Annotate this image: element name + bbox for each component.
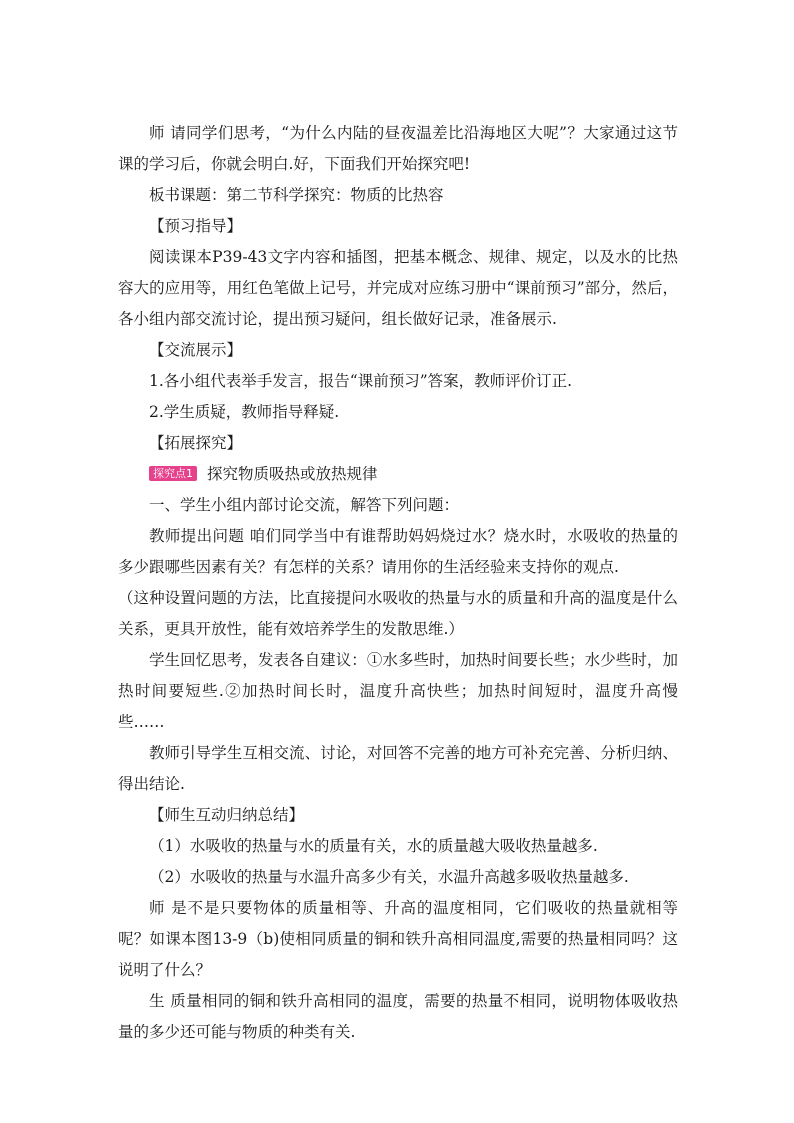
paragraph-preview-instructions: 阅读课本P39-43文字内容和插图，把基本概念、规律、规定，以及水的比热容大的应用等，用红色笔做上记号，并完成对应练习册中“课前预习”部分，然后，各小组内部交流讨论，提出预习疑问，组长做好记录，准备展示. [118, 248, 678, 328]
paragraph-lesson-title: 板书课题：第二节科学探究：物质的比热容 [149, 186, 444, 204]
paragraph-student-answers: 学生回忆思考，发表各自建议：①水多些时，加热时间要长些；水少些时，加热时间要短些.②加热时间长时，温度升高快些；加热时间短时，温度升高慢些…… [118, 651, 678, 731]
paragraph-teacher-followup: 师 是不是只要物体的质量相等、升高的温度相同，它们吸收的热量就相等呢？如课本图13-9（b)使相同质量的铜和铁升高相同温度,需要的热量相同吗？这说明了什么？ [118, 899, 678, 979]
summary-item-1: （1）水吸收的热量与水的质量有关，水的质量越大吸收热量越多. [149, 837, 598, 855]
summary-item-2: （2）水吸收的热量与水温升高多少有关，水温升高越多吸收热量越多. [149, 868, 629, 886]
explore-point-row [118, 459, 678, 490]
explore-point-badge: 探究点1 [149, 466, 197, 481]
paragraph-teacher-guidance: 教师引导学生互相交流、讨论，对回答不完善的地方可补充完善、分析归纳、得出结论. [118, 744, 678, 793]
paragraph-student-conclusion: 生 质量相同的铜和铁升高相同的温度，需要的热量不相同，说明物体吸收热量的多少还可能与物质的种类有关. [118, 992, 678, 1041]
heading-summary: 【师生互动归纳总结】 [149, 806, 305, 824]
heading-preview-guide: 【预习指导】 [149, 217, 243, 235]
heading-exchange-display: 【交流展示】 [149, 341, 243, 359]
paragraph-teacher-question: 教师提出问题 咱们同学当中有谁帮助妈妈烧过水？烧水时，水吸收的热量的多少跟哪些因素有关？有怎样的关系？请用你的生活经验来支持你的观点. [118, 527, 678, 576]
explore-point-title: 探究物质吸热或放热规律 [207, 465, 378, 483]
paragraph-intro-question: 师 请同学们思考，“为什么内陆的昼夜温差比沿海地区大呢”？大家通过这节课的学习后，你就会明白.好，下面我们开始探究吧! [118, 124, 678, 173]
paragraph-method-note: （这种设置问题的方法，比直接提问水吸收的热量与水的质量和升高的温度是什么关系，更具开放性，能有效培养学生的发散思维.） [118, 589, 678, 638]
document-body [118, 118, 678, 1048]
list-item-exchange-1: 1.各小组代表举手发言，报告“课前预习”答案，教师评价订正. [149, 372, 573, 390]
heading-extended-inquiry: 【拓展探究】 [149, 434, 243, 452]
list-item-exchange-2: 2.学生质疑，教师指导释疑. [149, 403, 340, 421]
paragraph-group-discussion: 一、学生小组内部讨论交流，解答下列问题： [149, 496, 460, 514]
